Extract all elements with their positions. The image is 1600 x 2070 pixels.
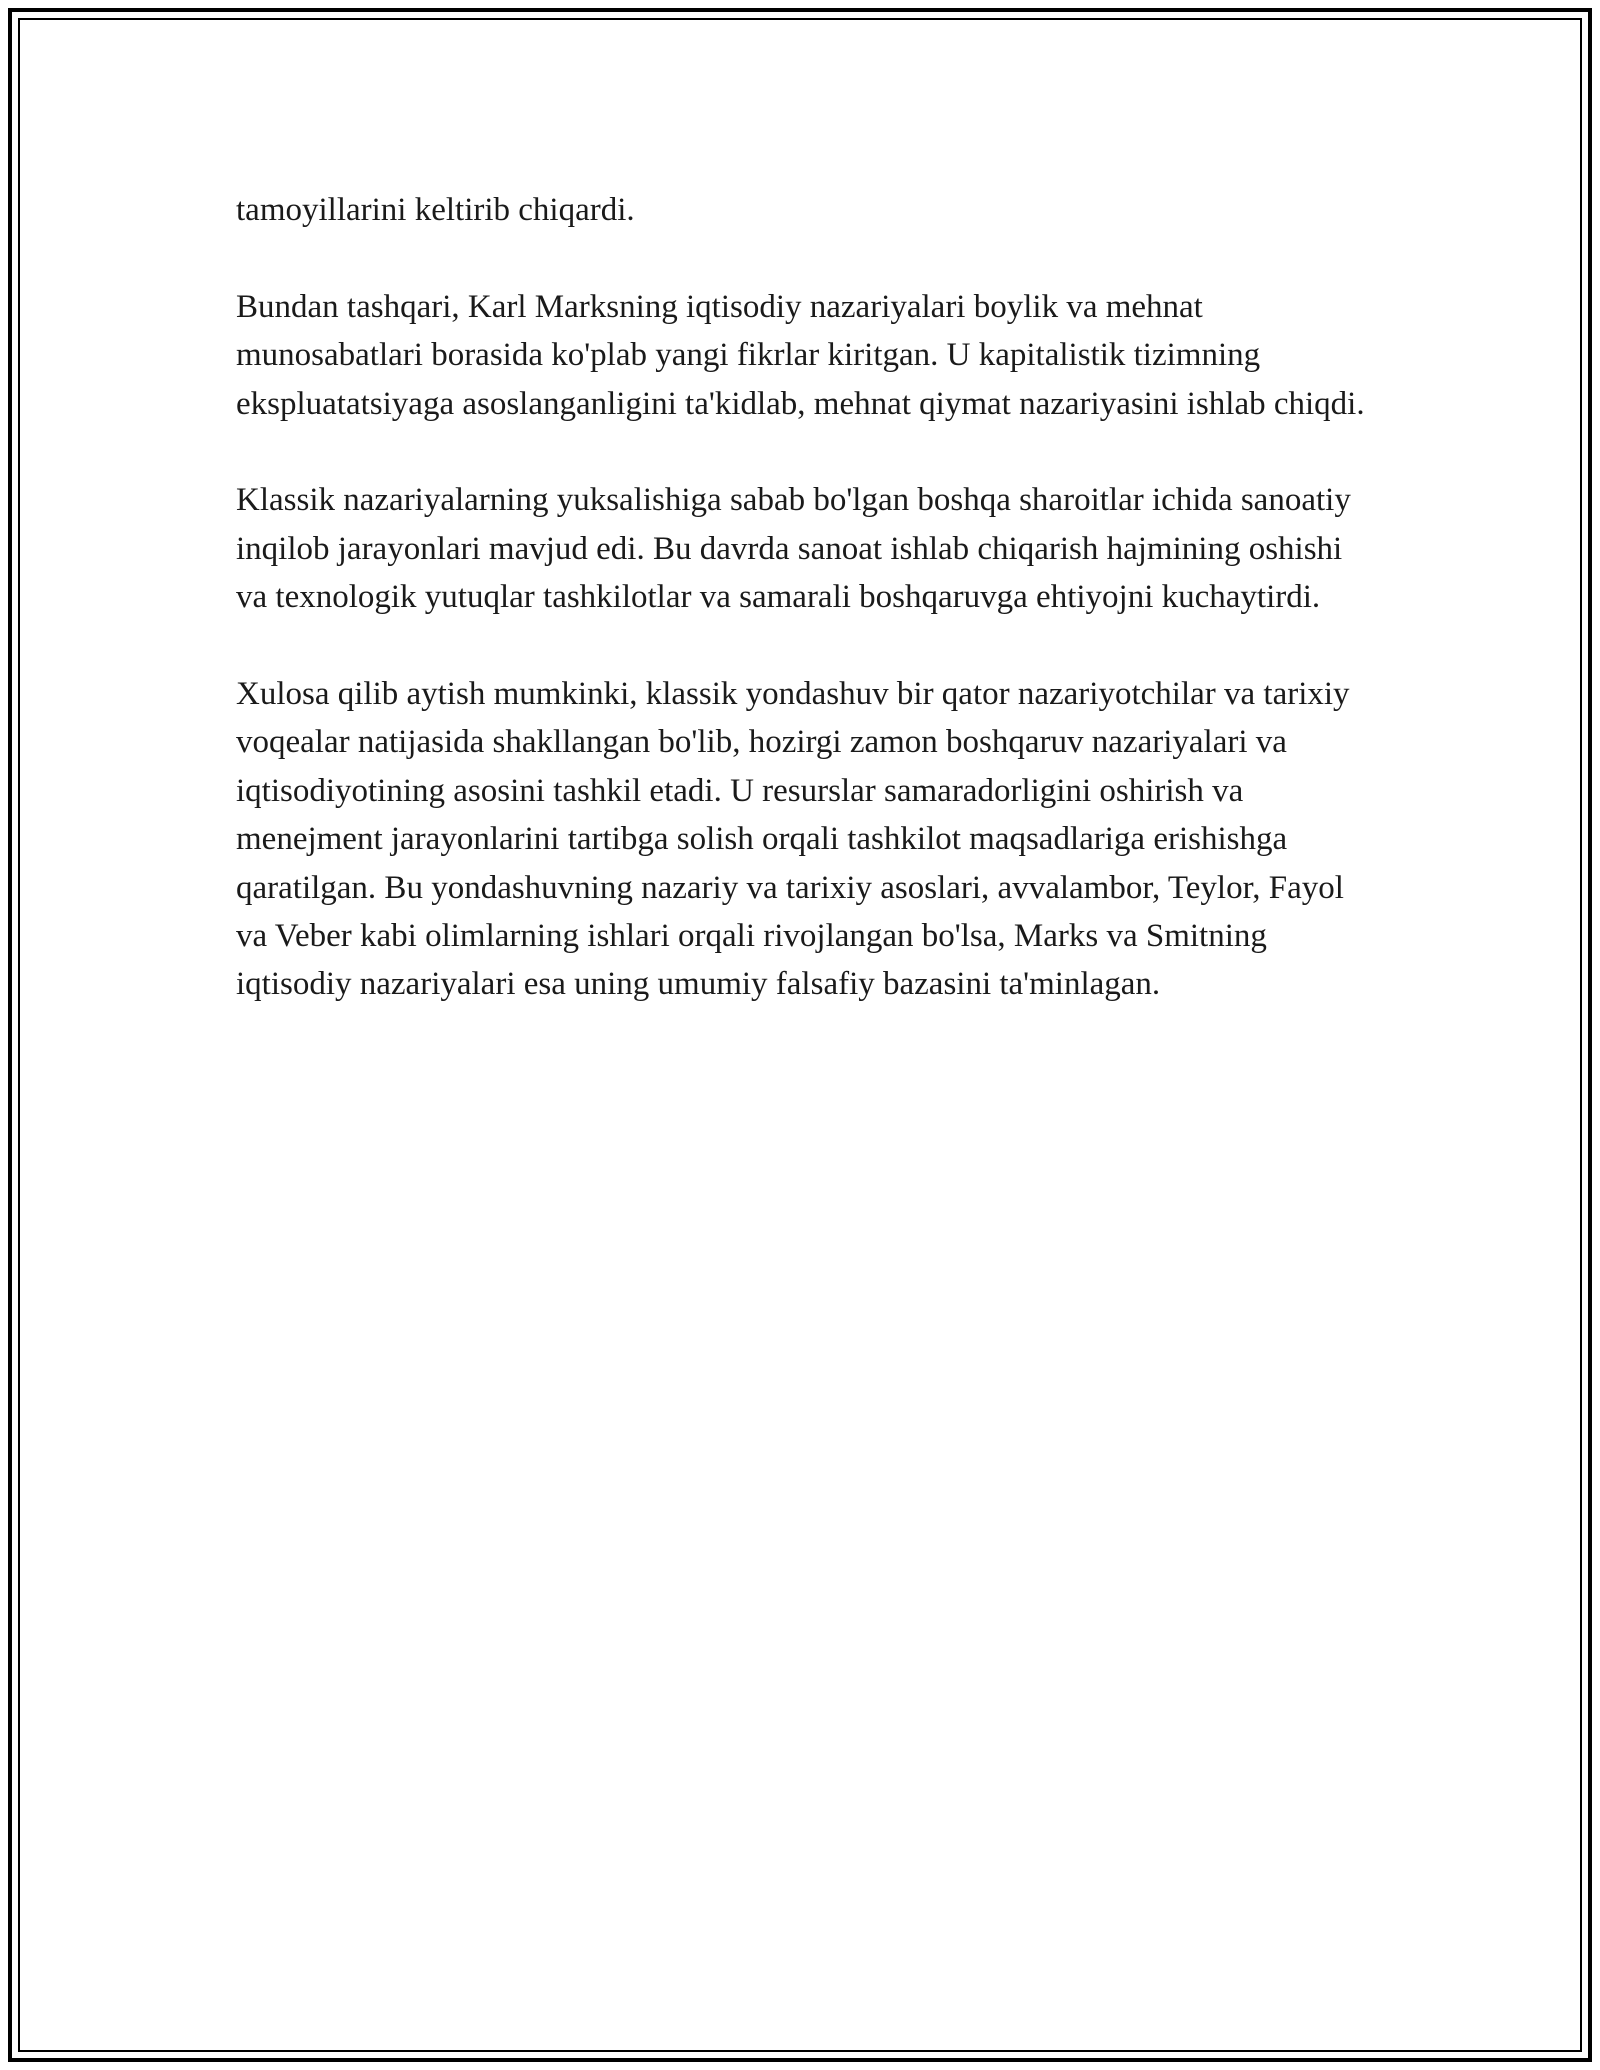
document-body — [236, 186, 1366, 1057]
paragraph-1: tamoyillarini keltirib chiqardi. — [236, 192, 635, 228]
paragraph-3: Klassik nazariyalarning yuksalishiga sabab bo'lgan boshqa sharoitlar ichida sanoatiy inqilob jarayonlari mavjud edi. Bu davrda sanoat ishlab chiqarish hajmining oshishi va texnologik yutuqlar tashkilotlar va samarali boshqaruvga ehtiyojni kuchaytirdi. — [236, 482, 1351, 616]
paragraph-2: Bundan tashqari, Karl Marksning iqtisodiy nazariyalari boylik va mehnat munosabatlari borasida ko'plab yangi fikrlar kiritgan. U kapitalistik tizimning ekspluatatsiyaga asoslanganligini ta'kidlab, mehnat qiymat nazariyasini ishlab chiqdi. — [236, 288, 1365, 422]
paragraph-4: Xulosa qilib aytish mumkinki, klassik yondashuv bir qator nazariyotchilar va tarixiy voqealar natijasida shakllangan bo'lib, hozirgi zamon boshqaruv nazariyalari va iqtisodiyotining asosini tashkil etadi. U resurslar samaradorligini oshirish va menejment jarayonlarini tartibga solish orqali tashkilot maqsadlariga erishishga qaratilgan. Bu yondashuvning nazariy va tarixiy asoslari, avvalambor, Teylor, Fayol va Veber kabi olimlarning ishlari orqali rivojlangan bo'lsa, Marks va Smitning iqtisodiy nazariyalari esa uning umumiy falsafiy bazasini ta'minlagan. — [236, 676, 1350, 1003]
